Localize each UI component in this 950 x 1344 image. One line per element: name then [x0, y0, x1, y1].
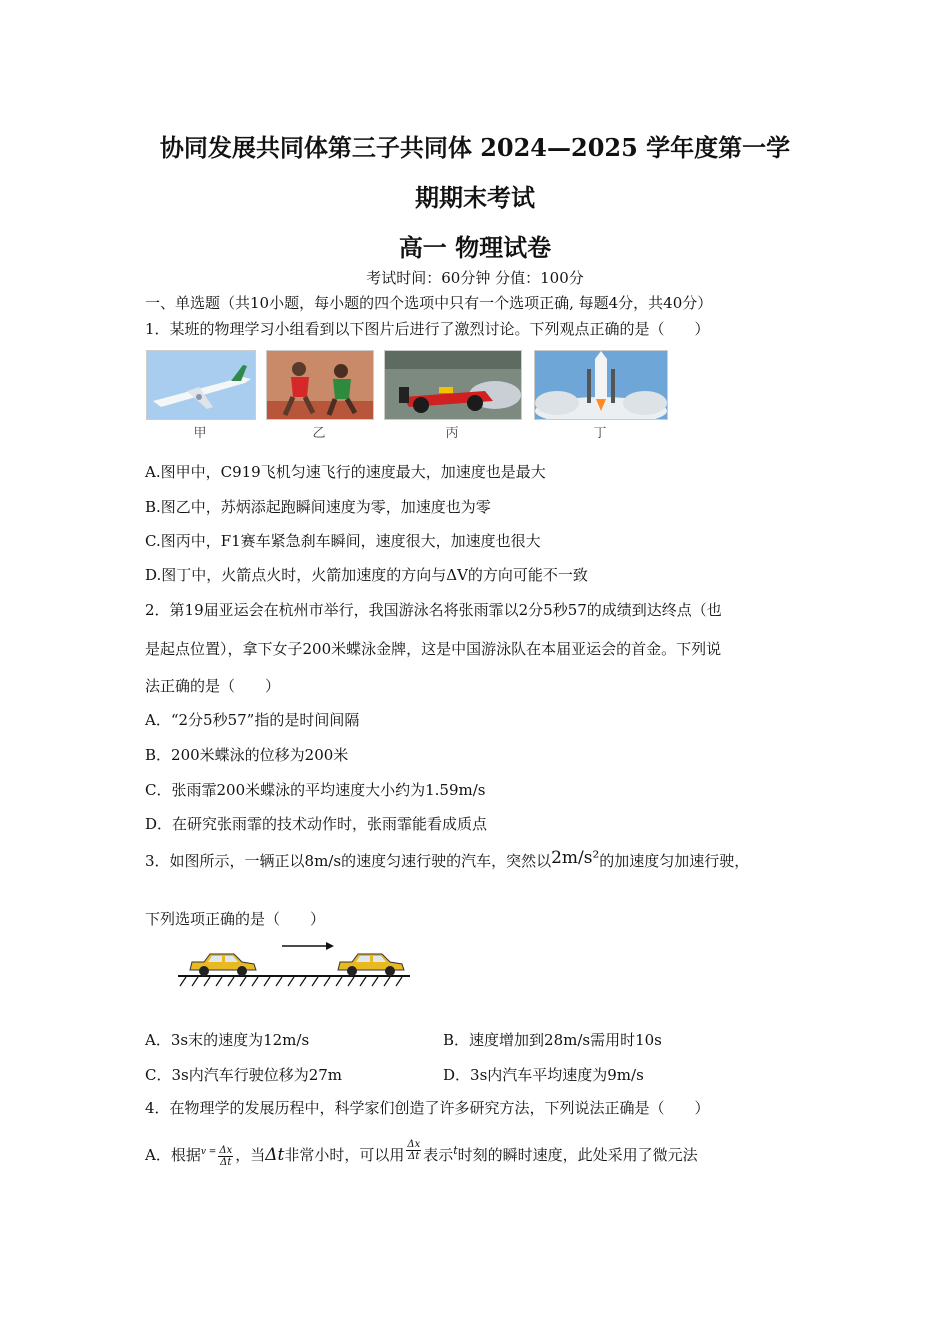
q4-delta-t: Δt [265, 1145, 285, 1165]
exam-info: 考试时间：60分钟 分值：100分 [366, 269, 584, 287]
q2-option-d: D．在研究张雨霏的技术动作时，张雨霏能看成质点 [145, 815, 488, 833]
q4-stem: 4．在物理学的发展历程中，科学家们创造了许多研究方法，下列说法正确是（ ） [145, 1099, 710, 1117]
q4-fraction-1 [218, 1145, 233, 1168]
frac-denominator: Δt [220, 1156, 232, 1168]
q1-option-a: A.图甲中，C919飞机匀速飞行的速度最大，加速度也是最大 [145, 463, 546, 481]
airplane-photo [146, 350, 256, 420]
rocket-photo [534, 350, 668, 420]
direction-arrow-icon [282, 942, 334, 950]
q3-stem-line1 [145, 848, 750, 871]
q4-option-a-part3: 非常小时，可以用 [284, 1146, 405, 1164]
q3-option-c: C．3s内汽车行驶位移为27m [145, 1066, 343, 1084]
q4-t-var: t [453, 1144, 458, 1157]
q3-option-d: D．3s内汽车平均速度为9m/s [443, 1066, 644, 1084]
sprint-photo [266, 350, 374, 420]
q3-acceleration: 2m/s² [551, 848, 600, 868]
car-left-icon [190, 954, 256, 976]
section-heading: 一、单选题（共10小题，每小题的四个选项中只有一个选项正确, 每题4分，共40分） [145, 294, 713, 312]
q1-caption-yi: 乙 [312, 426, 326, 441]
q3-option-a: A．3s末的速度为12m/s [145, 1031, 310, 1049]
q1-caption-ding: 丁 [593, 426, 607, 441]
frac-denominator: Δt [408, 1150, 420, 1162]
q2-stem-line2: 是起点位置），拿下女子200米蝶泳金牌，这是中国游泳队在本届亚运会的首金。下列说 [145, 640, 722, 658]
exam-title-line1: 协同发展共同体第三子共同体 2024—2025 学年度第一学 [159, 133, 791, 162]
q2-option-c: C．张雨霏200米蝶泳的平均速度大小约为1.59m/s [145, 781, 486, 799]
f1-car-photo [384, 350, 522, 420]
car-right-icon [338, 954, 404, 976]
q2-option-b: B．200米蝶泳的位移为200米 [145, 746, 349, 764]
q3-stem-part1: 3．如图所示，一辆正以8m/s的速度匀速行驶的汽车，突然以 [145, 852, 552, 870]
q3-car-diagram [178, 940, 410, 988]
q2-stem-line3: 法正确的是（ ） [145, 677, 281, 695]
q1-caption-bing: 丙 [445, 426, 459, 441]
exam-title-line2: 期期末考试 [415, 183, 535, 212]
q1-caption-jia: 甲 [193, 426, 207, 441]
exam-subtitle: 高一 物理试卷 [398, 233, 552, 262]
q1-option-d: D.图丁中，火箭点火时，火箭加速度的方向与ΔV的方向可能不一致 [145, 566, 588, 584]
q4-fraction-2 [406, 1139, 421, 1162]
q4-option-a-part2: ，当 [235, 1146, 266, 1164]
q4-formula-v: v = [200, 1147, 217, 1157]
q1-option-b: B.图乙中，苏炳添起跑瞬间速度为零，加速度也为零 [145, 498, 491, 516]
q3-stem-part2: 的加速度匀加速行驶， [599, 852, 750, 870]
frac-numerator: Δx [219, 1144, 233, 1156]
q2-option-a: A．“2分5秒57”指的是时间间隔 [145, 711, 360, 729]
q4-option-a-part5: 时刻的瞬时速度，此处采用了微元法 [457, 1146, 698, 1164]
q3-stem-line2: 下列选项正确的是（ ） [145, 910, 326, 928]
frac-numerator: Δx [407, 1138, 421, 1150]
q4-option-a [145, 1136, 698, 1170]
q1-option-c: C.图丙中，F1赛车紧急刹车瞬间，速度很大，加速度也很大 [145, 532, 541, 550]
q3-option-b: B．速度增加到28m/s需用时10s [443, 1031, 662, 1049]
q2-stem-line1: 2．第19届亚运会在杭州市举行，我国游泳名将张雨霏以2分5秒57的成绩到达终点（也 [145, 601, 722, 619]
q4-option-a-part1: A．根据 [145, 1146, 201, 1164]
q1-stem: 1．某班的物理学习小组看到以下图片后进行了激烈讨论。下列观点正确的是（ ） [145, 320, 710, 338]
q4-option-a-part4: 表示 [423, 1146, 454, 1164]
